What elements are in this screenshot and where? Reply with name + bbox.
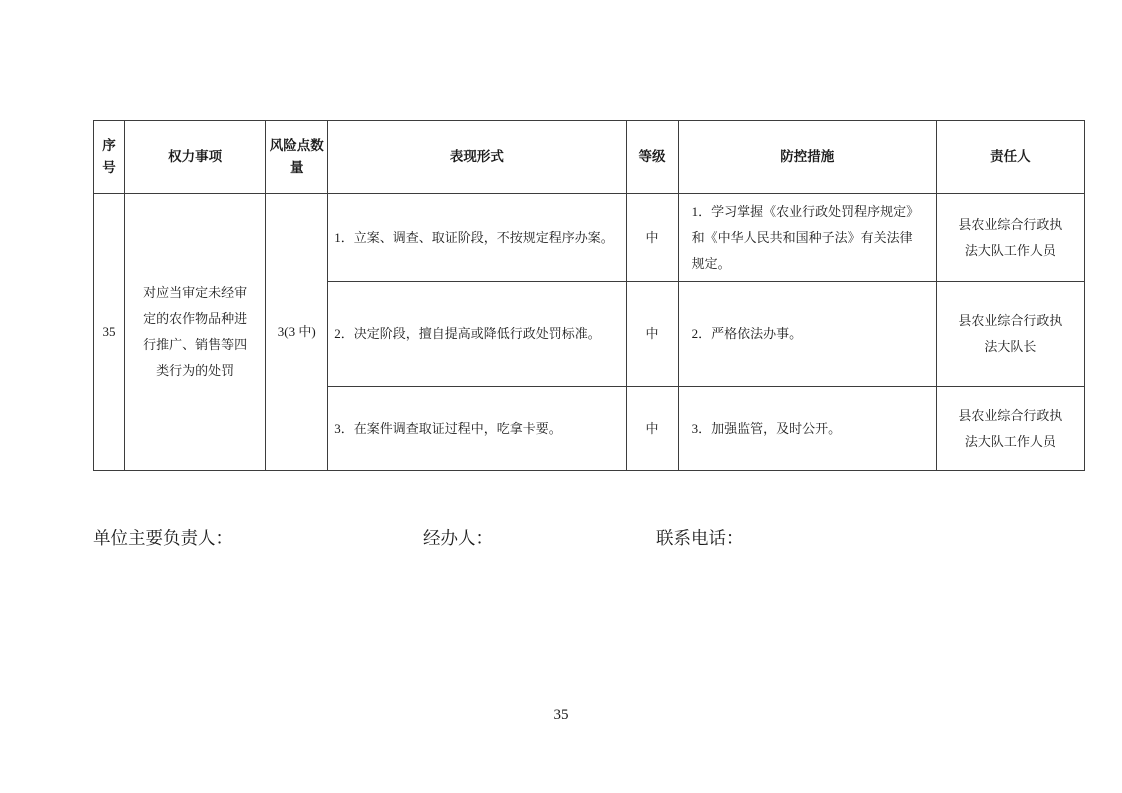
- cell-manifestation-2: 2．决定阶段，擅自提高或降低行政处罚标准。: [328, 282, 626, 387]
- column-header-responsible: 责任人: [936, 121, 1084, 194]
- cell-measure-2: 2．严格依法办事。: [678, 282, 936, 387]
- footer-label-handler: 经办人：: [423, 528, 493, 548]
- column-header-serial: 序号: [94, 121, 125, 194]
- cell-level-1: 中: [626, 194, 678, 282]
- cell-serial-number: 35: [94, 194, 125, 471]
- column-header-level: 等级: [626, 121, 678, 194]
- risk-control-table: [93, 120, 1085, 471]
- footer-label-unit-head: 单位主要负责人：: [93, 528, 233, 548]
- table-row: [94, 194, 1085, 282]
- cell-measure-1: 1．学习掌握《农业行政处罚程序规定》和《中华人民共和国种子法》有关法律规定。: [678, 194, 936, 282]
- cell-level-2: 中: [626, 282, 678, 387]
- cell-manifestation-1: 1．立案、调查、取证阶段，不按规定程序办案。: [328, 194, 626, 282]
- footer-label-phone: 联系电话：: [656, 528, 744, 548]
- table-header-row: [94, 121, 1085, 194]
- column-header-risk-count: 风险点数量: [266, 121, 328, 194]
- column-header-power-item: 权力事项: [125, 121, 266, 194]
- cell-manifestation-3: 3．在案件调查取证过程中，吃拿卡要。: [328, 387, 626, 471]
- cell-power-item: 对应当审定未经审定的农作物品种进行推广、销售等四类行为的处罚: [125, 194, 266, 471]
- page-number: 35: [553, 707, 569, 723]
- cell-responsible-2: 县农业综合行政执法大队长: [936, 282, 1084, 387]
- cell-level-3: 中: [626, 387, 678, 471]
- cell-risk-count: 3(3 中): [266, 194, 328, 471]
- cell-responsible-3: 县农业综合行政执法大队工作人员: [936, 387, 1084, 471]
- cell-measure-3: 3．加强监管，及时公开。: [678, 387, 936, 471]
- column-header-manifestation: 表现形式: [328, 121, 626, 194]
- cell-responsible-1: 县农业综合行政执法大队工作人员: [936, 194, 1084, 282]
- column-header-measures: 防控措施: [678, 121, 936, 194]
